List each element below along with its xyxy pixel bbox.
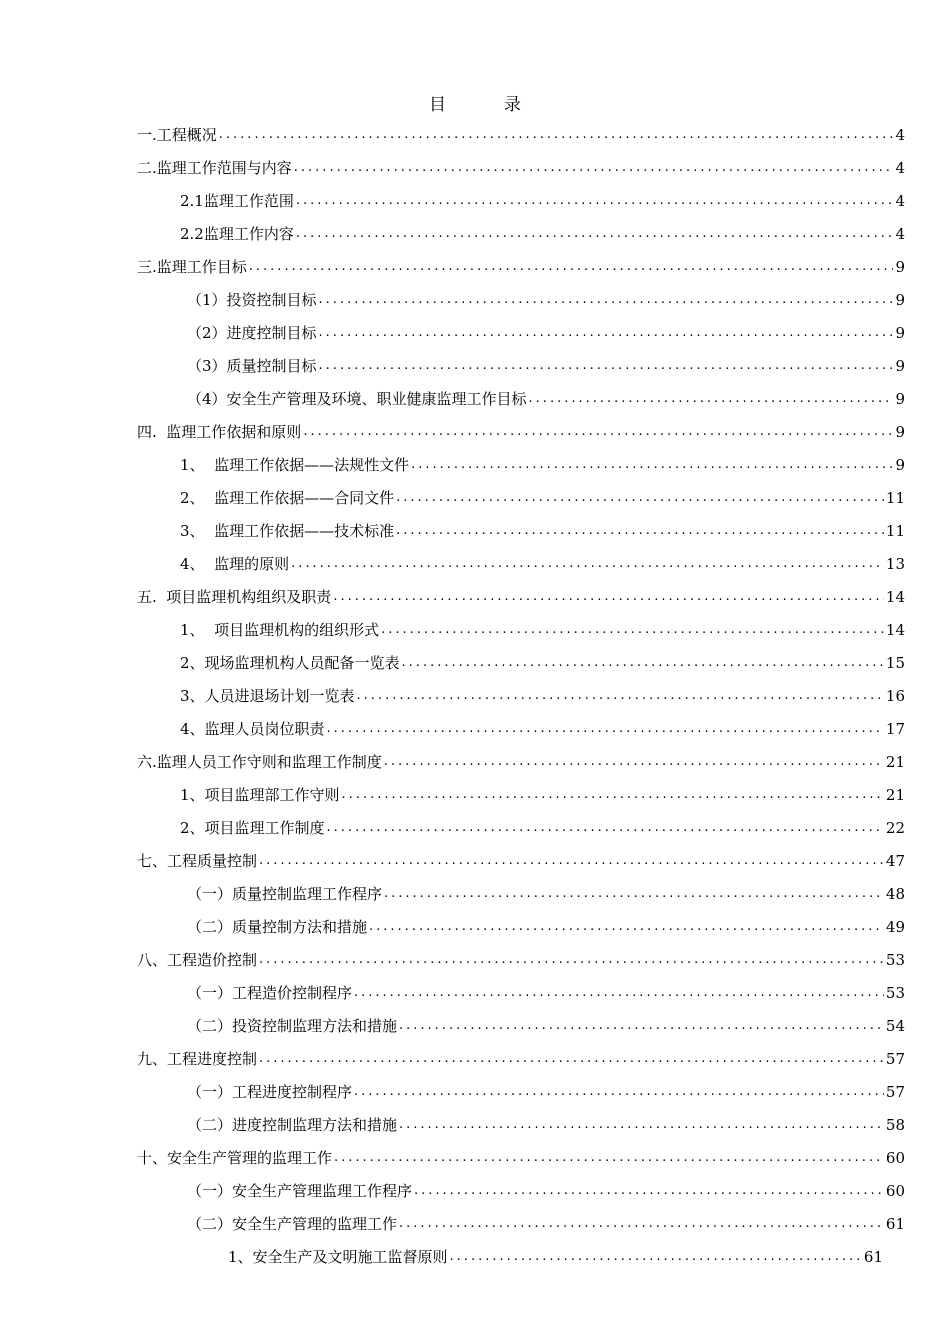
- toc-entry[interactable]: [137, 846, 905, 876]
- toc-entry[interactable]: [137, 417, 905, 447]
- toc-entry-page: 16: [885, 687, 905, 705]
- toc-entry[interactable]: [187, 1110, 905, 1140]
- toc-entry-page: 49: [885, 918, 905, 936]
- toc-entry-page: 47: [885, 852, 905, 870]
- toc-entry[interactable]: [137, 1143, 905, 1173]
- toc-entry-page: 21: [885, 753, 905, 771]
- toc-entry-label: 一.工程概况: [137, 126, 217, 144]
- toc-title-right: 录: [504, 95, 521, 115]
- toc-entry-label: 2、项目监理工作制度: [180, 819, 325, 837]
- toc-leader-dots: [381, 615, 884, 645]
- toc-entry-page: 57: [885, 1050, 905, 1068]
- toc-entry[interactable]: [187, 384, 905, 414]
- toc-entry[interactable]: [180, 615, 905, 645]
- toc-entry[interactable]: [187, 318, 905, 348]
- toc-entry-label: 2、 监理工作依据——合同文件: [180, 489, 395, 507]
- toc-leader-dots: [259, 1044, 884, 1074]
- toc-entry-label: 4、监理人员岗位职责: [180, 720, 325, 738]
- toc-entry-page: 61: [863, 1248, 883, 1266]
- toc-entry[interactable]: [180, 714, 905, 744]
- toc-leader-dots: [399, 1209, 884, 1239]
- toc-leader-dots: [402, 648, 884, 678]
- toc-entry[interactable]: [180, 516, 905, 546]
- toc-entry-label: 4、 监理的原则: [180, 555, 290, 573]
- toc-entry-label: （二）投资控制监理方法和措施: [187, 1017, 398, 1035]
- toc-entry-label: （二）质量控制方法和措施: [187, 918, 368, 936]
- toc-leader-dots: [259, 945, 884, 975]
- toc-entry-page: 14: [885, 588, 905, 606]
- toc-leader-dots: [342, 780, 884, 810]
- toc-entry-label: 1、项目监理部工作守则: [180, 786, 340, 804]
- toc-leader-dots: [319, 351, 894, 381]
- toc-leader-dots: [450, 1242, 862, 1272]
- toc-leader-dots: [327, 714, 884, 744]
- toc-entry-page: 9: [895, 423, 905, 441]
- toc-entry-label: 六.监理人员工作守则和监理工作制度: [137, 753, 382, 771]
- toc-leader-dots: [414, 1176, 884, 1206]
- toc-leader-dots: [294, 153, 894, 183]
- toc-entry-label: （4）安全生产管理及环境、职业健康监理工作目标: [187, 390, 527, 408]
- toc-entry-label: （1）投资控制目标: [187, 291, 317, 309]
- toc-entry-label: 四. 监理工作依据和原则: [137, 423, 302, 441]
- toc-leader-dots: [399, 1110, 884, 1140]
- toc-entry-label: 2.1监理工作范围: [180, 192, 294, 210]
- toc-entry-page: 17: [885, 720, 905, 738]
- toc-entry-label: 2、现场监理机构人员配备一览表: [180, 654, 400, 672]
- toc-entry-page: 21: [885, 786, 905, 804]
- toc-leader-dots: [354, 978, 884, 1008]
- toc-entry[interactable]: [180, 780, 905, 810]
- toc-leader-dots: [296, 186, 894, 216]
- toc-entry-label: 三.监理工作目标: [137, 258, 247, 276]
- toc-entry-page: 13: [885, 555, 905, 573]
- toc-entry-page: 9: [895, 357, 905, 375]
- toc-entry-page: 57: [885, 1083, 905, 1101]
- toc-entry[interactable]: [137, 747, 905, 777]
- toc-leader-dots: [333, 582, 884, 612]
- toc-entry[interactable]: [180, 483, 905, 513]
- toc-entry-label: 1、安全生产及文明施工监督原则: [228, 1248, 448, 1266]
- toc-entry-page: 14: [885, 621, 905, 639]
- toc-entry[interactable]: [187, 285, 905, 315]
- toc-entry-label: （一）工程进度控制程序: [187, 1083, 353, 1101]
- toc-entry-label: 3、 监理工作依据——技术标准: [180, 522, 395, 540]
- toc-entry[interactable]: [180, 681, 905, 711]
- toc-entry[interactable]: [137, 120, 905, 150]
- toc-entry-page: 22: [885, 819, 905, 837]
- toc-entry-page: 15: [885, 654, 905, 672]
- toc-leader-dots: [384, 747, 884, 777]
- toc-entry[interactable]: [137, 945, 905, 975]
- toc-entry-page: 61: [885, 1215, 905, 1233]
- toc-entry-page: 4: [895, 192, 905, 210]
- toc-entry[interactable]: [137, 1044, 905, 1074]
- toc-entry-page: 9: [895, 456, 905, 474]
- toc-leader-dots: [369, 912, 884, 942]
- toc-entry-label: （一）安全生产管理监理工作程序: [187, 1182, 413, 1200]
- toc-entry-label: 1、 项目监理机构的组织形式: [180, 621, 380, 639]
- toc-entry-page: 4: [895, 159, 905, 177]
- toc-entry-label: 十、安全生产管理的监理工作: [137, 1149, 333, 1167]
- toc-entry-page: 9: [895, 258, 905, 276]
- toc-entry[interactable]: [187, 1011, 905, 1041]
- toc-entry-label: （二）进度控制监理方法和措施: [187, 1116, 398, 1134]
- toc-entry[interactable]: [187, 1209, 905, 1239]
- toc-entry-page: 53: [885, 984, 905, 1002]
- toc-entry[interactable]: [187, 1176, 905, 1206]
- toc-entry[interactable]: [187, 978, 905, 1008]
- toc-title: [0, 90, 950, 115]
- toc-leader-dots: [303, 417, 893, 447]
- toc-entry[interactable]: [180, 648, 905, 678]
- toc-leader-dots: [291, 549, 884, 579]
- toc-leader-dots: [354, 1077, 884, 1107]
- toc-title-left: 目: [429, 95, 446, 115]
- toc-leader-dots: [396, 516, 884, 546]
- toc-entry-page: 58: [885, 1116, 905, 1134]
- toc-entry[interactable]: [137, 153, 905, 183]
- toc-leader-dots: [399, 1011, 884, 1041]
- toc-entry-page: 48: [885, 885, 905, 903]
- toc-entry-label: 五. 项目监理机构组织及职责: [137, 588, 332, 606]
- toc-leader-dots: [296, 219, 894, 249]
- toc-entry-page: 54: [885, 1017, 905, 1035]
- toc-leader-dots: [384, 879, 884, 909]
- toc-leader-dots: [396, 483, 884, 513]
- toc-leader-dots: [357, 681, 884, 711]
- toc-entry-label: 七、工程质量控制: [137, 852, 258, 870]
- toc-entry[interactable]: [228, 1242, 883, 1272]
- toc-entry-label: （2）进度控制目标: [187, 324, 317, 342]
- toc-entry-label: （二）安全生产管理的监理工作: [187, 1215, 398, 1233]
- toc-entry[interactable]: [137, 252, 905, 282]
- toc-entry[interactable]: [180, 450, 905, 480]
- toc-leader-dots: [411, 450, 893, 480]
- toc-entry[interactable]: [187, 351, 905, 381]
- toc-entry-label: 1、 监理工作依据——法规性文件: [180, 456, 410, 474]
- toc-leader-dots: [249, 252, 894, 282]
- toc-entry[interactable]: [180, 219, 905, 249]
- toc-entry-page: 60: [885, 1149, 905, 1167]
- toc-leader-dots: [327, 813, 884, 843]
- toc-entry-label: （一）质量控制监理工作程序: [187, 885, 383, 903]
- toc-leader-dots: [259, 846, 884, 876]
- toc-entry-page: 9: [895, 291, 905, 309]
- toc-entry-label: 八、工程造价控制: [137, 951, 258, 969]
- toc-entry-label: （3）质量控制目标: [187, 357, 317, 375]
- toc-entry[interactable]: [180, 549, 905, 579]
- toc-entry-page: 11: [885, 489, 905, 507]
- toc-entry-label: 九、工程进度控制: [137, 1050, 258, 1068]
- toc-entry-label: 2.2监理工作内容: [180, 225, 294, 243]
- toc-entry-page: 4: [895, 225, 905, 243]
- toc-entry-page: 9: [895, 390, 905, 408]
- toc-entry-page: 11: [885, 522, 905, 540]
- toc-entry-label: 3、人员进退场计划一览表: [180, 687, 355, 705]
- toc-leader-dots: [319, 318, 894, 348]
- toc-entry-page: 9: [895, 324, 905, 342]
- toc-entry-page: 4: [895, 126, 905, 144]
- toc-entry[interactable]: [187, 912, 905, 942]
- toc-entry-label: （一）工程造价控制程序: [187, 984, 353, 1002]
- toc-entry[interactable]: [187, 879, 905, 909]
- toc-entry-page: 53: [885, 951, 905, 969]
- toc-entry-label: 二.监理工作范围与内容: [137, 159, 292, 177]
- toc-entry[interactable]: [180, 813, 905, 843]
- toc-entry[interactable]: [187, 1077, 905, 1107]
- toc-entry-page: 60: [885, 1182, 905, 1200]
- toc-leader-dots: [219, 120, 894, 150]
- toc-leader-dots: [529, 384, 894, 414]
- toc-entry[interactable]: [180, 186, 905, 216]
- toc-leader-dots: [334, 1143, 884, 1173]
- toc-entry[interactable]: [137, 582, 905, 612]
- toc-leader-dots: [319, 285, 894, 315]
